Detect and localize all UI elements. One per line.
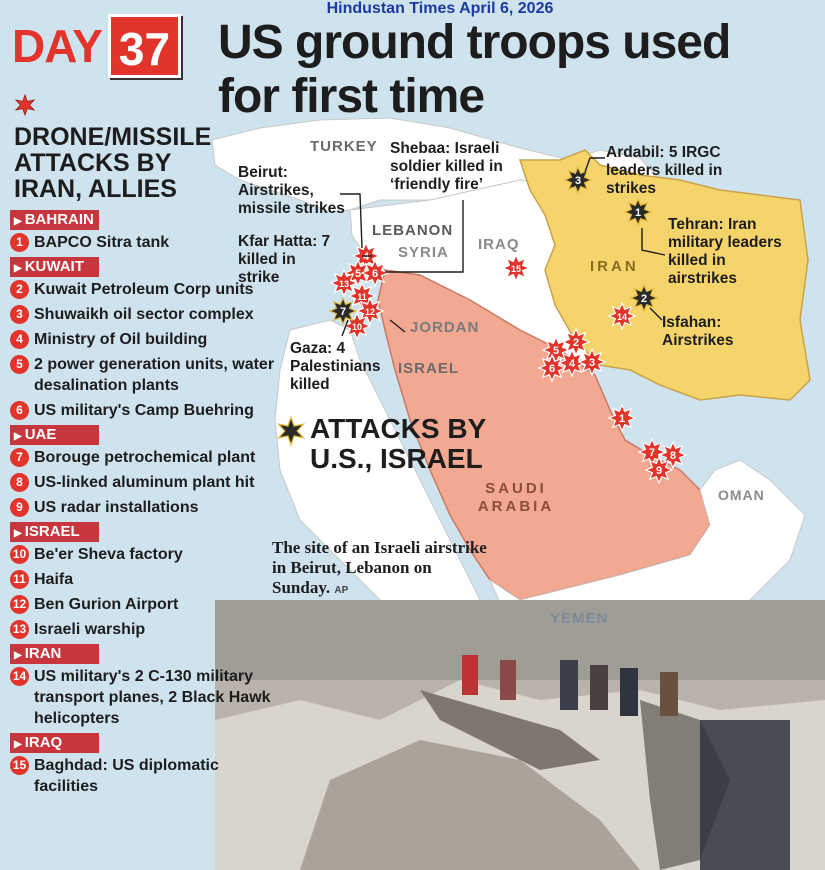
iran-ally-attack-marker xyxy=(539,355,565,381)
photo-caption xyxy=(272,538,492,601)
label-iran: IRAN xyxy=(590,258,639,275)
iran-ally-attack-marker xyxy=(362,260,388,286)
label-saudi-arabia xyxy=(476,480,556,516)
us-israel-attack-marker xyxy=(565,167,591,193)
iran-ally-attack-marker xyxy=(609,405,635,431)
callout-isfahan: Isfahan: Airstrikes xyxy=(662,314,734,349)
marker-number: 15 xyxy=(510,264,522,274)
legend-item-text: US-linked aluminum plant hit xyxy=(34,474,255,491)
iran-ally-attack-marker xyxy=(503,255,529,281)
label-jordan: JORDAN xyxy=(410,319,480,336)
legend-number-badge: 4 xyxy=(10,330,29,349)
marker-number: 4 xyxy=(568,358,576,370)
legend-number-badge: 14 xyxy=(10,667,29,686)
legend-number-badge: 6 xyxy=(10,401,29,420)
legend-item-text: US military's Camp Buehring xyxy=(34,402,254,419)
red-star-icon xyxy=(14,94,36,116)
legend-number-badge: 5 xyxy=(10,355,29,374)
legend-item-text: 2 power generation units, water desalination plants xyxy=(34,356,275,394)
legend-country-tag: ▶ IRAQ xyxy=(10,733,99,753)
day-word: DAY xyxy=(12,20,102,72)
legend-item-text: US radar installations xyxy=(34,499,199,516)
legend-number-badge: 2 xyxy=(10,280,29,299)
legend-item-text: Haifa xyxy=(34,571,74,588)
photo xyxy=(215,600,825,870)
legend-number-badge: 10 xyxy=(10,545,29,564)
us-israel-attacks-heading xyxy=(310,414,486,474)
legend-number-badge: 7 xyxy=(10,448,29,467)
legend-number-badge: 11 xyxy=(10,570,29,589)
legend-item xyxy=(10,544,280,565)
label-iraq: IRAQ xyxy=(478,236,520,253)
legend-item xyxy=(10,400,280,421)
legend-item-text: Shuwaikh oil sector complex xyxy=(34,306,254,323)
marker-number: 2 xyxy=(572,337,580,349)
legend-country-tag: ▶ BAHRAIN xyxy=(10,210,99,230)
marker-number: 1 xyxy=(618,413,626,425)
label-yemen: YEMEN xyxy=(550,610,609,627)
callout-tehran: Tehran: Iran military leaders killed in airstrikes xyxy=(668,216,782,287)
marker-number: 13 xyxy=(338,279,350,289)
photo-credit: AP xyxy=(334,585,349,596)
legend-item-text: US military's 2 C-130 military transport planes, 2 Black Hawk helicopters xyxy=(34,668,271,727)
marker-number: 6 xyxy=(548,363,556,375)
iran-ally-attack-marker xyxy=(563,329,589,355)
legend-country-tag: ▶ KUWAIT xyxy=(10,257,99,277)
iran-ally-attack-marker xyxy=(609,303,635,329)
legend-number-badge: 9 xyxy=(10,498,29,517)
legend-item-text: Ministry of Oil building xyxy=(34,331,208,348)
legend-item-text: Ben Gurion Airport xyxy=(34,596,179,613)
marker-number: 7 xyxy=(339,306,347,318)
masthead: Hindustan Times April 6, 2026 xyxy=(326,0,554,17)
iran-ally-attack-marker xyxy=(579,349,605,375)
legend-item-text: Borouge petrochemical plant xyxy=(34,449,256,466)
label-turkey: TURKEY xyxy=(310,138,378,155)
label-saudi-line: SAUDI xyxy=(485,480,547,497)
day-number: 37 xyxy=(108,14,181,78)
legend-number-badge: 13 xyxy=(10,620,29,639)
marker-number: 2 xyxy=(640,293,648,305)
legend-item-text: Baghdad: US diplomatic facilities xyxy=(34,757,219,795)
label-israel: ISRAEL xyxy=(398,360,460,377)
legend-country-tag: ▶ ISRAEL xyxy=(10,522,99,542)
photo-caption-text: The site of an Israeli airstrike in Beirut, Lebanon on Sunday. xyxy=(272,538,487,597)
legend-item xyxy=(10,354,280,396)
legend-item xyxy=(10,619,280,640)
callout-kfar-hatta: Kfar Hatta: 7 killed in strike xyxy=(238,233,331,286)
legend-title xyxy=(14,124,211,202)
us-israel-attack-marker xyxy=(625,199,651,225)
attack-legend xyxy=(10,206,280,801)
marker-number: 9 xyxy=(655,465,663,477)
legend-item xyxy=(10,594,280,615)
callout-gaza: Gaza: 4 Palestinians killed xyxy=(290,340,381,393)
marker-number: 5 xyxy=(354,268,362,280)
callout-shebaa: Shebaa: Israeli soldier killed in ‘friendly fire’ xyxy=(390,140,503,193)
legend-item xyxy=(10,329,280,350)
legend-number-badge: 3 xyxy=(10,305,29,324)
legend-item-text: BAPCO Sitra tank xyxy=(34,234,170,251)
marker-number: 12 xyxy=(364,307,376,317)
headline-line-2: for first time xyxy=(218,70,485,123)
legend-number-badge: 8 xyxy=(10,473,29,492)
label-saudi-line: ARABIA xyxy=(477,498,555,515)
callout-beirut: Beirut: Airstrikes, missile strikes xyxy=(238,164,345,217)
marker-number: 8 xyxy=(669,450,677,462)
legend-country-tag: ▶ IRAN xyxy=(10,644,99,664)
legend-item-text: Israeli warship xyxy=(34,621,146,638)
callout-ardabil: Ardabil: 5 IRGC leaders killed in strikes xyxy=(606,144,723,197)
legend-item xyxy=(10,304,280,325)
marker-number: 14 xyxy=(616,312,628,322)
marker-number: 3 xyxy=(574,175,582,187)
legend-number-badge: 1 xyxy=(10,233,29,252)
marker-number: 3 xyxy=(588,357,596,369)
legend-number-badge: 15 xyxy=(10,756,29,775)
us-israel-attack-marker xyxy=(330,298,356,324)
legend-item xyxy=(10,666,280,729)
marker-number: 1 xyxy=(634,207,642,219)
label-lebanon: LEBANON xyxy=(372,222,454,239)
legend-item xyxy=(10,497,280,518)
us-israel-attack-marker xyxy=(631,285,657,311)
marker-number: 4 xyxy=(362,251,370,263)
legend-number-badge: 12 xyxy=(10,595,29,614)
label-oman: OMAN xyxy=(718,487,765,503)
day-counter xyxy=(12,14,181,78)
marker-number: 5 xyxy=(552,345,560,357)
marker-number: 7 xyxy=(648,447,656,459)
us-israel-heading-line: ATTACKS BY xyxy=(310,413,487,444)
label-syria: SYRIA xyxy=(398,244,449,261)
legend-item xyxy=(10,569,280,590)
headline xyxy=(218,16,730,124)
iran-ally-attack-marker xyxy=(646,457,672,483)
legend-item xyxy=(10,447,280,468)
legend-country-tag: ▶ UAE xyxy=(10,425,99,445)
legend-item-text: Be'er Sheva factory xyxy=(34,546,183,563)
legend-item-text: Kuwait Petroleum Corp units xyxy=(34,281,254,298)
dark-star-icon xyxy=(276,416,306,446)
legend-title-line: ATTACKS BY xyxy=(14,149,172,177)
legend-title-line: IRAN, ALLIES xyxy=(14,175,177,203)
legend-title-line: DRONE/MISSILE xyxy=(14,123,212,151)
marker-number: 6 xyxy=(371,268,379,280)
legend-item xyxy=(10,472,280,493)
legend-item xyxy=(10,755,280,797)
us-israel-heading-line: U.S., ISRAEL xyxy=(310,443,483,474)
headline-line-1: US ground troops used xyxy=(218,16,731,69)
marker-number: 11 xyxy=(357,292,367,302)
marker-number: 10 xyxy=(351,322,363,332)
